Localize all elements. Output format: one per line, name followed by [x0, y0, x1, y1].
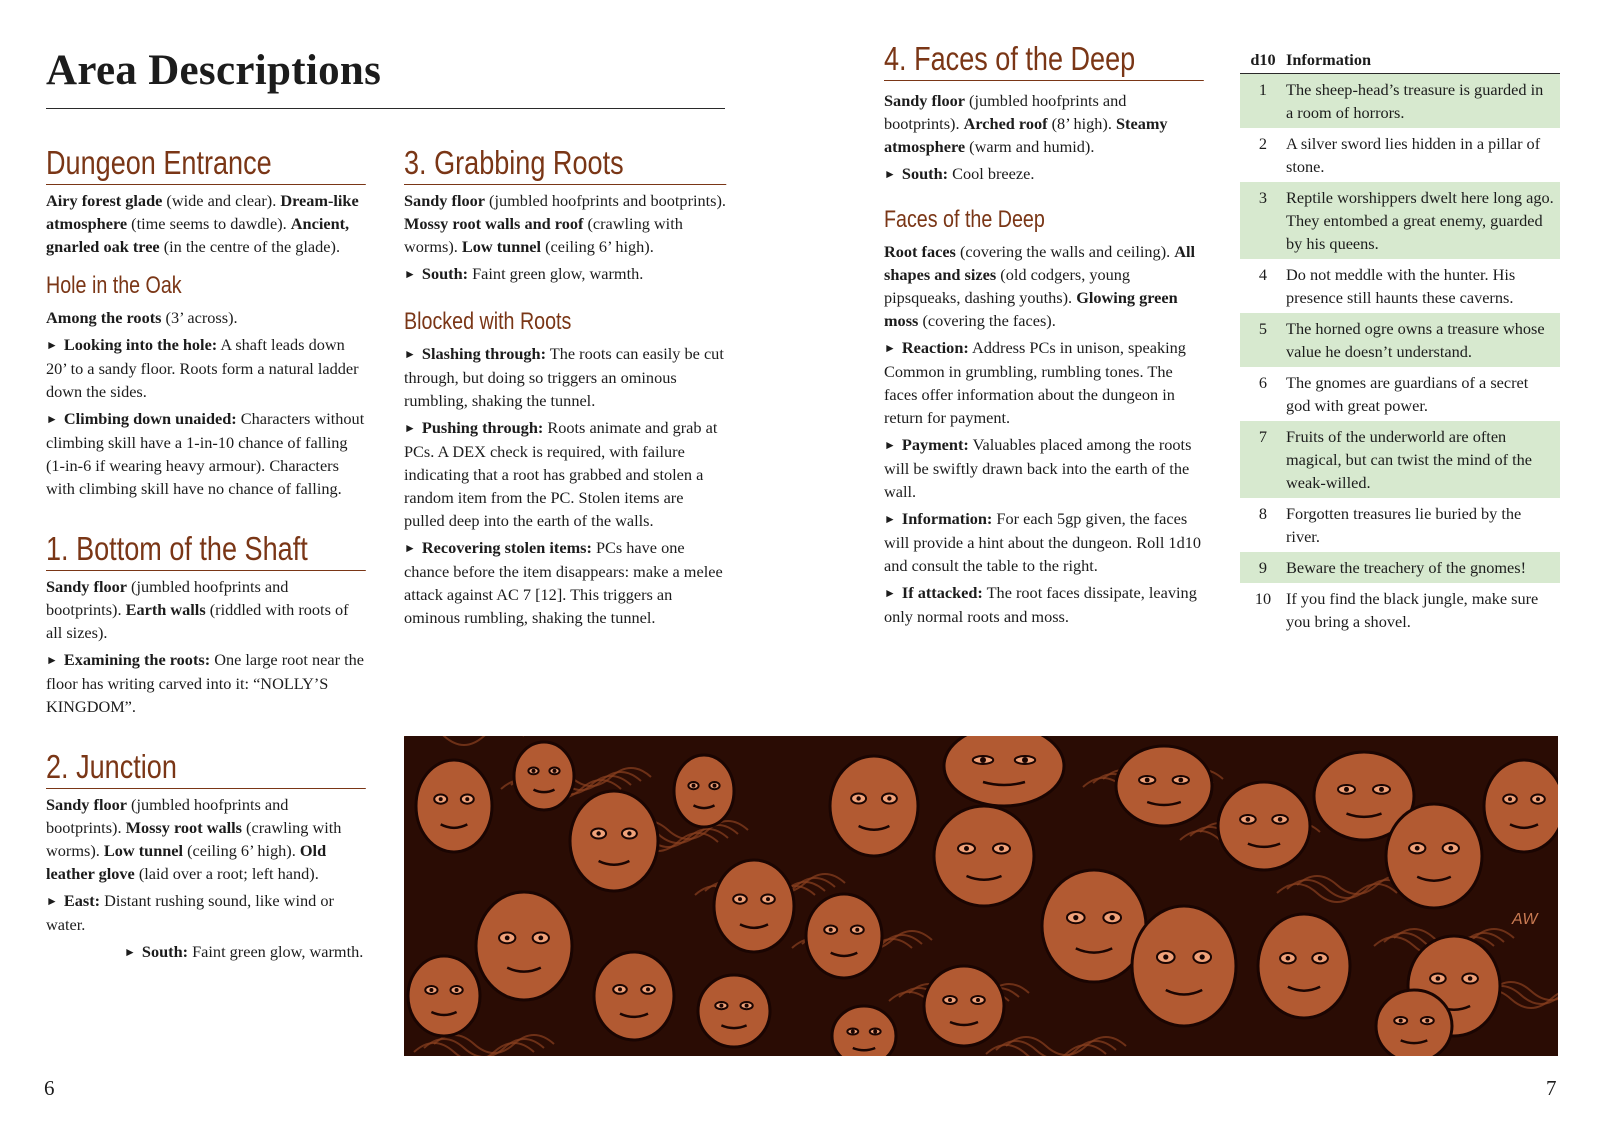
column-2 — [404, 144, 726, 633]
root-face — [832, 1006, 896, 1056]
root-face — [416, 760, 492, 852]
root-face — [514, 742, 574, 810]
root-face — [594, 952, 674, 1040]
root-face — [806, 894, 882, 978]
root-face — [1132, 906, 1236, 1026]
root-face — [714, 860, 794, 952]
root-face — [944, 736, 1064, 806]
root-face — [408, 956, 480, 1036]
d10-information-table — [1240, 48, 1560, 637]
junction-bullet-east: ► East: Distant rushing sound, like wind or water. — [46, 891, 334, 934]
table-row: 5 The horned ogre owns a treasure whose value he doesn’t understand. — [1240, 313, 1560, 367]
root-face — [698, 975, 770, 1047]
root-face — [1258, 914, 1350, 1018]
bullet-icon: ► — [404, 421, 416, 435]
root-face — [1386, 804, 1482, 908]
entrance-description: Airy forest glade (wide and clear). Dream-like atmosphere (time seems to dawdle). Ancient, gnarled oak tree (in the centre of the glade). — [46, 191, 359, 256]
heading-faces-of-the-deep-4: 4. Faces of the Deep — [884, 40, 1204, 81]
root-face — [1218, 782, 1310, 870]
bullet-icon: ► — [404, 541, 416, 555]
hole-bullet-looking: ► Looking into the hole: A shaft leads down 20’ to a sandy floor. Roots form a natural ladder down the sides. — [46, 335, 359, 401]
bullet-icon: ► — [884, 586, 896, 600]
bullet-icon: ► — [884, 438, 896, 452]
heading-bottom-of-shaft: 1. Bottom of the Shaft — [46, 530, 366, 571]
faces-description: Root faces (covering the walls and ceiling). All shapes and sizes (old codgers, young pipsqueaks, dashing youths). Glowing green moss (covering the faces). — [884, 242, 1196, 330]
faces-bullet-reaction: ► Reaction: Address PCs in unison, speaking Common in grumbling, rumbling tones. The faces offer information about the dungeon in return for payment. — [884, 338, 1186, 427]
blocked-bullet-slashing: ► Slashing through: The roots can easily be cut through, but doing so triggers an ominous rumbling, shaking the tunnel. — [404, 344, 724, 410]
blocked-bullet-recovering: ► Recovering stolen items: PCs have one chance before the item disappears: make a melee attack against AC 7 [12]. This triggers an ominous rumbling, shaking the tunnel. — [404, 538, 723, 627]
table-row: 10 If you find the black jungle, make sure you bring a shovel. — [1254, 589, 1539, 631]
bullet-icon: ► — [404, 267, 416, 281]
faces4-bullet-south: ► South: Cool breeze. — [884, 164, 1035, 183]
table-header-d10: d10 — [1240, 48, 1286, 74]
bullet-icon: ► — [884, 512, 896, 526]
bullet-icon: ► — [884, 341, 896, 355]
page-number-left: 6 — [44, 1076, 55, 1100]
roots-bullet-south: ► South: Faint green glow, warmth. — [404, 264, 644, 283]
page-title: Area Descriptions — [46, 47, 382, 94]
bullet-icon: ► — [124, 945, 136, 959]
page-number-right: 7 — [1546, 1076, 1557, 1100]
shaft-description: Sandy floor (jumbled hoofprints and bootprints). Earth walls (riddled with roots of all sizes). — [46, 577, 349, 642]
heading-faces-of-the-deep: Faces of the Deep — [884, 206, 1045, 233]
root-face — [570, 791, 658, 891]
shaft-bullet-examining: ► Examining the roots: One large root near the floor has writing carved into it: “NOLLY’S KINGDOM”. — [46, 650, 364, 716]
faces-artwork — [404, 736, 1558, 1056]
bullet-icon: ► — [46, 894, 58, 908]
roots-description: Sandy floor (jumbled hoofprints and bootprints). Mossy root walls and roof (crawling with worms). Low tunnel (ceiling 6’ high). — [404, 191, 727, 256]
faces-bullet-information: ► Information: For each 5gp given, the faces will provide a hint about the dungeon. Roll 1d10 and consult the table to the right. — [884, 509, 1201, 575]
junction-description: Sandy floor (jumbled hoofprints and bootprints). Mossy root walls (crawling with worms). Low tunnel (ceiling 6’ high). Old leather glove (laid over a root; left hand). — [46, 795, 342, 883]
heading-dungeon-entrance: Dungeon Entrance — [46, 144, 366, 185]
table-row: 9 Beware the treachery of the gnomes! — [1240, 552, 1560, 583]
root-strand — [404, 736, 524, 745]
root-strand — [1287, 880, 1407, 898]
table-row: 7 Fruits of the underworld are often magical, but can twist the mind of the weak-willed. — [1240, 421, 1560, 498]
bullet-icon: ► — [884, 167, 896, 181]
table-header-information: Information — [1286, 48, 1560, 74]
faces-bullet-payment: ► Payment: Valuables placed among the roots will be swiftly drawn back into the earth of the wall. — [884, 435, 1192, 501]
table-row: 4 Do not meddle with the hunter. His presence still haunts these caverns. — [1258, 265, 1516, 307]
root-face — [924, 966, 1004, 1046]
root-face — [934, 806, 1034, 906]
bullet-icon: ► — [404, 347, 416, 361]
root-strand — [1277, 884, 1397, 902]
root-faces-illustration — [404, 736, 1558, 1056]
table-row: 6 The gnomes are guardians of a secret god with great power. — [1258, 373, 1529, 415]
faces4-description: Sandy floor (jumbled hoofprints and bootprints). Arched roof (8’ high). Steamy atmosphere (warm and humid). — [884, 91, 1168, 156]
bullet-icon: ► — [46, 338, 58, 352]
faces-bullet-attacked: ► If attacked: The root faces dissipate, leaving only normal roots and moss. — [884, 583, 1197, 626]
root-face — [674, 755, 734, 827]
root-face — [830, 756, 918, 856]
column-1 — [46, 144, 366, 968]
artist-signature: AW — [1512, 911, 1538, 928]
junction-bullet-south: ► South: Faint green glow, warmth. — [124, 942, 364, 961]
heading-hole-in-the-oak: Hole in the Oak — [46, 272, 182, 299]
root-face — [476, 892, 572, 1000]
root-face — [1042, 870, 1146, 982]
heading-blocked-with-roots: Blocked with Roots — [404, 308, 572, 335]
root-face — [1376, 990, 1452, 1056]
root-face — [1484, 760, 1558, 852]
table-row: 8 Forgotten treasures lie buried by the river. — [1258, 504, 1522, 546]
heading-grabbing-roots: 3. Grabbing Roots — [404, 144, 726, 185]
column-3 — [884, 40, 1204, 632]
table-row: 3 Reptile worshippers dwelt here long ago. They entombed a great enemy, guarded by his queens. — [1240, 182, 1560, 259]
title-rule — [46, 108, 725, 109]
d10-table-column — [1240, 48, 1560, 637]
bullet-icon: ► — [46, 653, 58, 667]
root-face — [1116, 746, 1212, 826]
hole-bullet-climbing: ► Climbing down unaided: Characters without climbing skill have a 1-in-10 chance of falling (1-in-6 if wearing heavy armour). Characters with climbing skill have no chance of falling. — [46, 409, 365, 498]
hole-description: Among the roots (3’ across). — [46, 308, 238, 327]
heading-junction: 2. Junction — [46, 748, 366, 789]
blocked-bullet-pushing: ► Pushing through: Roots animate and grab at PCs. A DEX check is required, with failure indicating that a root has grabbed and stolen a random item from the PC. Stolen items are pulled deep into the earth of the walls. — [404, 418, 718, 530]
root-strand — [424, 1039, 544, 1056]
bullet-icon: ► — [46, 412, 58, 426]
table-row: 1 The sheep-head’s treasure is guarded in a room of horrors. — [1240, 74, 1560, 129]
table-row: 2 A silver sword lies hidden in a pillar of stone. — [1258, 134, 1541, 176]
